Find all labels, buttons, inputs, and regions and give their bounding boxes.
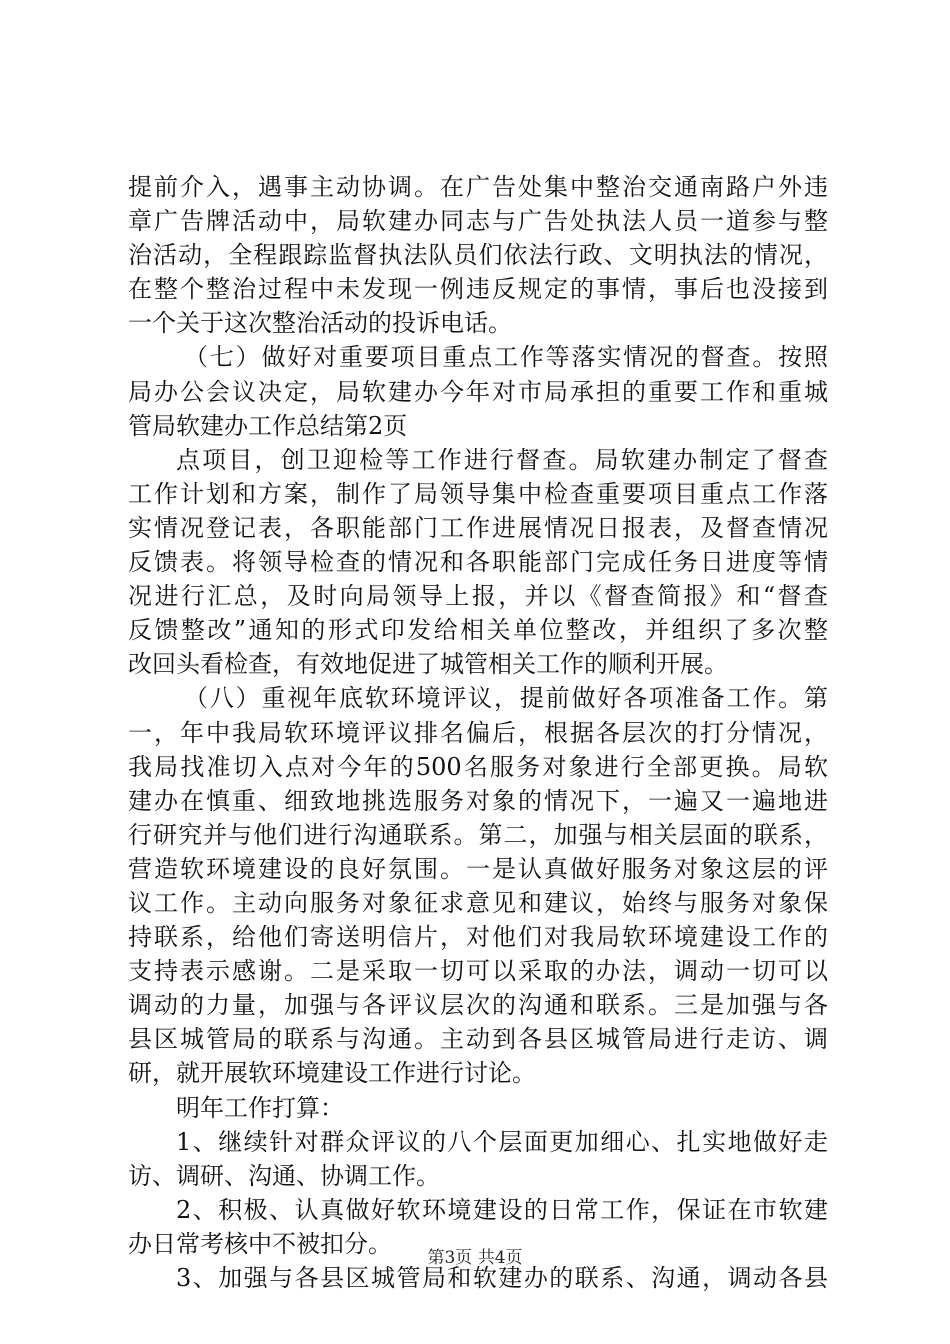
text-line: 一个关于这次整治活动的投诉电话。 [128,309,512,338]
text-line: 营造软环境建设的良好氛围。一是认真做好服务对象这层的评 [128,854,828,883]
text-line: 调动的力量，加强与各评议层次的沟通和联系。三是加强与各 [128,991,828,1020]
text-line: 况进行汇总，及时向局领导上报，并以《督查简报》和“督查 [128,582,828,611]
text-line: 议工作。主动向服务对象征求意见和建议，始终与服务对象保 [128,888,828,917]
text-line: 我局找准切入点对今年的500名服务对象进行全部更换。局软 [128,752,828,781]
text-line: 提前介入，遇事主动协调。在广告处集中整治交通南路户外违 [128,173,828,201]
text-line: 反馈表。将领导检查的情况和各职能部门完成任务日进度等情 [128,548,828,577]
text-line: 持联系，给他们寄送明信片，对他们对我局软环境建设工作的 [128,923,828,952]
text-line: 改回头看检查，有效地促进了城管相关工作的顺利开展。 [128,650,728,679]
text-line: 1、继续针对群众评议的八个层面更加细心、扎实地做好走 [176,1127,828,1156]
text-line: （七）做好对重要项目重点工作等落实情况的督查。按照 [184,343,828,372]
text-line: 在整个整治过程中未发现一例违反规定的事情，事后也没接到 [128,275,828,304]
text-line: 2、积极、认真做好软环境建设的日常工作，保证在市软建 [176,1195,828,1224]
text-line: 研，就开展软环境建设工作进行讨论。 [128,1059,536,1088]
text-line: 反馈整改”通知的形式印发给相关单位整改，并组织了多次整 [128,616,828,645]
text-line: 点项目，创卫迎检等工作进行督查。局软建办制定了督查 [176,445,828,474]
text-line: 工作计划和方案，制作了局领导集中检查重要项目重点工作落 [128,479,828,508]
text-line: 行研究并与他们进行沟通联系。第二，加强与相关层面的联系， [128,820,828,849]
text-line: 实情况登记表，各职能部门工作进展情况日报表，及督查情况 [128,513,828,542]
text-line: （八）重视年底软环境评议，提前做好各项准备工作。第 [184,684,828,713]
text-line: 章广告牌活动中，局软建办同志与广告处执法人员一道参与整 [128,207,828,236]
text-line: 治活动，全程跟踪监督执法队员们依法行政、文明执法的情况， [128,241,828,270]
page-footer: 第3页 共4页 [427,1248,523,1268]
text-line: 局办公会议决定，局软建办今年对市局承担的重要工作和重城 [128,377,828,406]
text-line: 访、调研、沟通、协调工作。 [128,1161,440,1190]
text-line: 县区城管局的联系与沟通。主动到各县区城管局进行走访、调 [128,1025,828,1054]
text-line: 办日常考核中不被扣分。 [128,1229,392,1258]
text-line: 一，年中我局软环境评议排名偏后，根据各层次的打分情况， [128,718,828,747]
body-text [128,170,828,1295]
text-line: 管局软建办工作总结第2页 [128,411,408,440]
text-line: 支持表示感谢。二是采取一切可以采取的办法，调动一切可以 [128,957,828,986]
text-line: 建办在慎重、细致地挑选服务对象的情况下，一遍又一遍地进 [128,786,828,815]
text-line: 明年工作打算： [176,1093,344,1122]
text-line: 3、加强与各县区城管局和软建办的联系、沟通，调动各县 [176,1264,828,1292]
